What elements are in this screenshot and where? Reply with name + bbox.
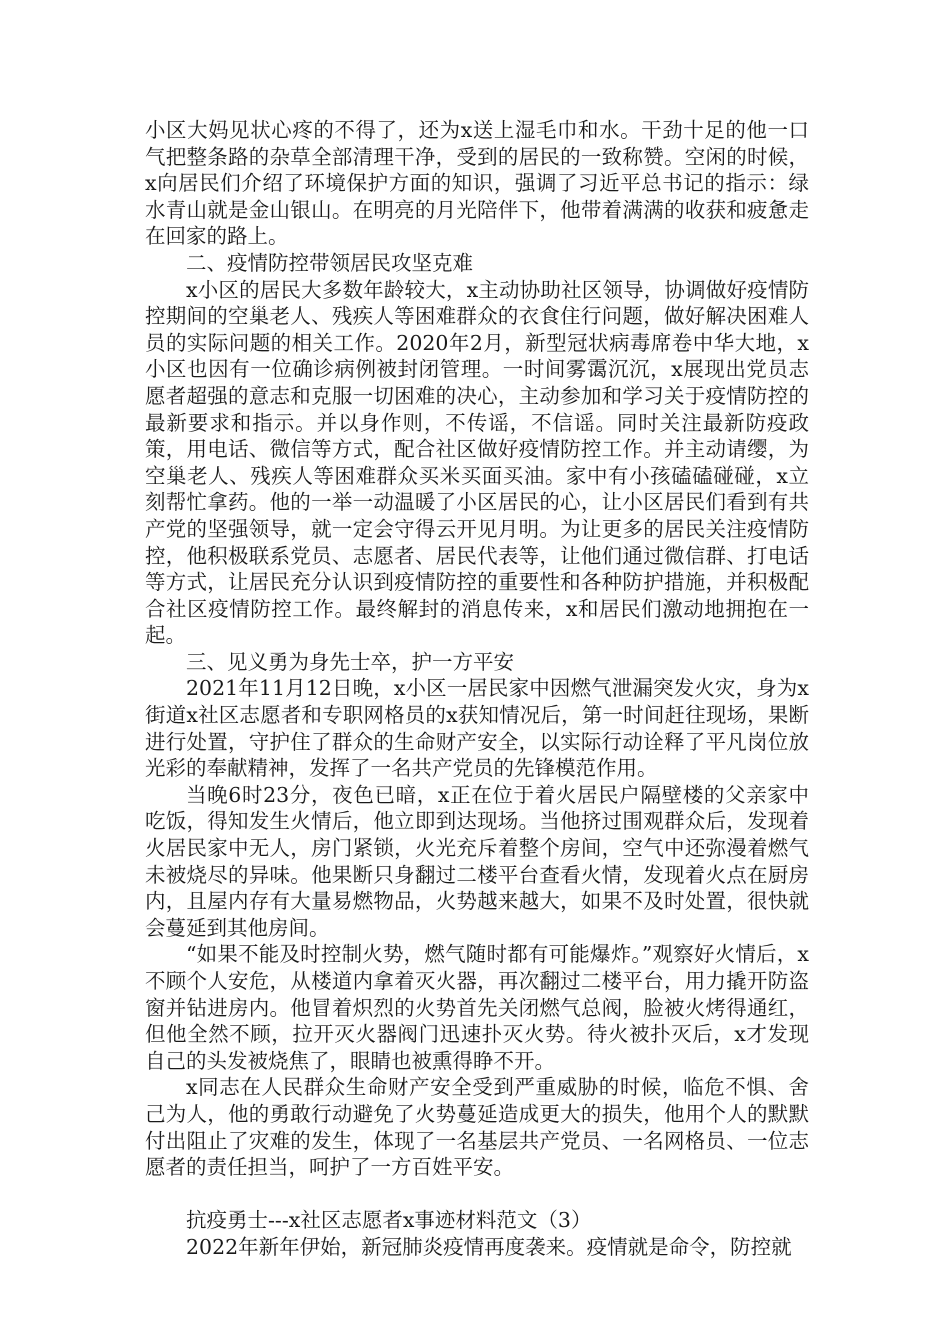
document-body	[145, 117, 809, 1261]
paragraph-new-year: 2022年新年伊始，新冠肺炎疫情再度袭来。疫情就是命令，防控就	[186, 1234, 792, 1259]
paragraph-firefighting: “如果不能及时控制火势，燃气随时都有可能爆炸。”观察好火情后，x不顾个人安危，从楼道内拿着灭火器，再次翻过二楼平台，用力撬开防盗窗并钻进房内。他冒着炽烈的火势首先关闭燃气总阀，脸被火烤得通红，但他全然不顾，拉开灭火器阀门迅速扑灭火势。待火被扑灭后，x才发现自己的头发被烧焦了，眼睛也被熏得睁不开。	[145, 942, 809, 1073]
paragraph-epidemic-control: x小区的居民大多数年龄较大，x主动协助社区领导，协调做好疫情防控期间的空巢老人、残疾人等困难群众的衣食住行问题，做好解决困难人员的实际问题的相关工作。2020年2月，新型冠状病毒席卷中华大地，x小区也因有一位确诊病例被封闭管理。一时间雾霭沉沉，x展现出党员志愿者超强的意志和克服一切困难的决心，主动参加和学习关于疫情防控的最新要求和指示。并以身作则，不传谣，不信谣。同时关注最新防疫政策，用电话、微信等方式，配合社区做好疫情防控工作。并主动请缨，为空巢老人、残疾人等困难群众买米买面买油。家中有小孩磕磕碰碰，x立刻帮忙拿药。他的一举一动温暖了小区居民的心，让小区居民们看到有共产党的坚强领导，就一定会守得云开见月明。为让更多的居民关注疫情防控，他积极联系党员、志愿者、居民代表等，让他们通过微信群、打电话等方式，让居民充分认识到疫情防控的重要性和各种防护措施，并积极配合社区疫情防控工作。最终解封的消息传来，x和居民们激动地拥抱在一起。	[145, 277, 809, 648]
document-title-3: 抗疫勇士---x社区志愿者x事迹材料范文（3）	[186, 1208, 592, 1233]
paragraph-summary: x同志在人民群众生命财产安全受到严重威胁的时候，临危不惧、舍己为人，他的勇敢行动避免了火势蔓延造成更大的损失，他用个人的默默付出阻止了灾难的发生，体现了一名基层共产党员、一名网格员、一位志愿者的责任担当，呵护了一方百姓平安。	[145, 1075, 809, 1180]
paragraph-evening-scene: 当晚6时23分，夜色已暗，x正在位于着火居民户隔壁楼的父亲家中吃饭，得知发生火情后，他立即到达现场。当他挤过围观群众后，发现着火居民家中无人，房门紧锁，火光充斥着整个房间，空气中还弥漫着燃气未被烧尽的异味。他果断只身翻过二楼平台查看火情，发现着火点在厨房内，且屋内存有大量易燃物品，火势越来越大，如果不及时处置，很快就会蔓延到其他房间。	[145, 782, 809, 940]
section-heading-3: 三、见义勇为身先士卒，护一方平安	[186, 649, 514, 674]
paragraph-continuation: 小区大妈见状心疼的不得了，还为x送上湿毛巾和水。干劲十足的他一口气把整条路的杂草全部清理干净，受到的居民的一致称赞。空闲的时候，x向居民们介绍了环境保护方面的知识，强调了习近平总书记的指示：绿水青山就是金山银山。在明亮的月光陪伴下，他带着满满的收获和疲惫走在回家的路上。	[145, 118, 809, 249]
paragraph-fire-incident: 2021年11月12日晚，x小区一居民家中因燃气泄漏突发火灾，身为x街道x社区志愿者和专职网格员的x获知情况后，第一时间赶往现场，果断进行处置，守护住了群众的生命财产安全，以实际行动诠释了平凡岗位放光彩的奉献精神，发挥了一名共产党员的先锋模范作用。	[145, 676, 809, 781]
blank-line	[145, 1181, 809, 1208]
section-heading-2: 二、疫情防控带领居民攻坚克难	[186, 250, 473, 275]
